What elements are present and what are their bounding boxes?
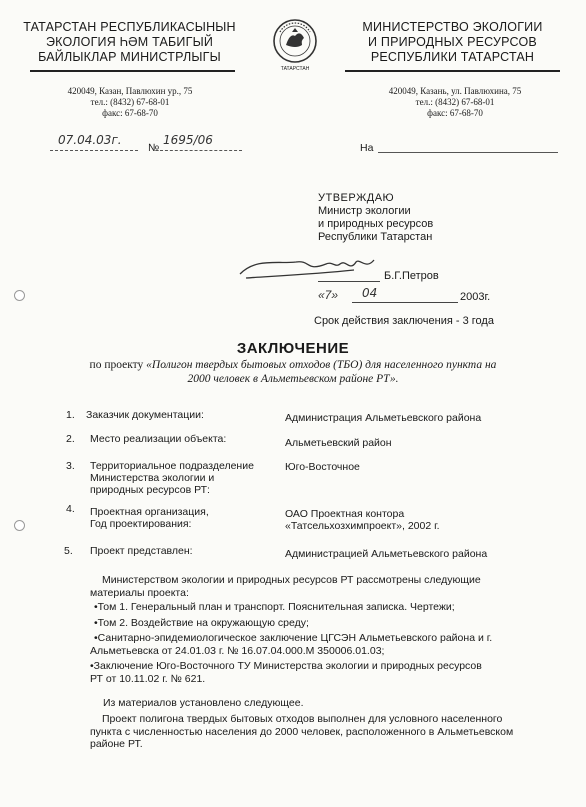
emblem-caption: ТАТАРСТАН bbox=[280, 66, 310, 72]
address-line: факс: 67-68-70 bbox=[427, 108, 483, 118]
approve-line: и природных ресурсов bbox=[318, 218, 434, 230]
item-label-line: Проект представлен: bbox=[90, 545, 193, 557]
item-value-line: ОАО Проектная контора bbox=[285, 508, 405, 520]
header-right-line: МИНИСТЕРСТВО ЭКОЛОГИИ bbox=[362, 20, 543, 34]
header-right-address bbox=[375, 86, 535, 119]
subtitle-line-2 bbox=[0, 372, 586, 386]
document-subtitle bbox=[0, 358, 586, 386]
ref-number: 1695/06 bbox=[163, 133, 213, 147]
item-value-line: «Татсельхозхимпроект», 2002 г. bbox=[285, 520, 440, 532]
item-label-line: Министерства экологии и bbox=[90, 472, 215, 484]
signature-line bbox=[318, 281, 380, 282]
item-value-line: Юго-Восточное bbox=[285, 461, 360, 473]
header-right bbox=[340, 20, 565, 65]
list-item bbox=[90, 617, 530, 630]
list-item bbox=[90, 632, 530, 657]
item-value bbox=[285, 412, 481, 424]
header-left-line: БАЙЛЫКЛАР МИНИСТРЛЫГЫ bbox=[38, 50, 221, 64]
item-value-line: Альметьевский район bbox=[285, 437, 392, 449]
punch-hole-bottom bbox=[14, 520, 25, 531]
item-value bbox=[285, 508, 440, 532]
item-label-line: Территориальное подразделение bbox=[90, 460, 254, 472]
list-item bbox=[90, 601, 530, 614]
item-value bbox=[285, 437, 392, 449]
paragraph-line: Министерством экологии и природных ресурсов РТ рассмотрены следующие bbox=[102, 574, 481, 586]
item-label bbox=[90, 506, 209, 530]
header-left-address bbox=[50, 86, 210, 119]
item-label bbox=[90, 460, 254, 496]
signer-name: Б.Г.Петров bbox=[384, 270, 439, 282]
approve-block bbox=[318, 192, 433, 244]
item-value bbox=[285, 548, 487, 560]
subtitle-project-name-cont: 2000 человек в Альметьевском районе РТ». bbox=[187, 373, 399, 385]
header-left-rule bbox=[30, 70, 235, 72]
item-number: 1. bbox=[66, 409, 75, 421]
approve-line: Министр экологии bbox=[318, 205, 411, 217]
approve-month: 04 bbox=[362, 286, 378, 300]
paragraph-materials bbox=[90, 574, 520, 599]
punch-hole-top bbox=[14, 290, 25, 301]
header-left-line: ТАТАРСТАН РЕСПУБЛИКАСЫНЫН bbox=[23, 20, 236, 34]
paragraph-line: районе РТ. bbox=[90, 738, 143, 750]
ref-number-label: № bbox=[148, 142, 160, 154]
subtitle-project-name: «Полигон твердых бытовых отходов (ТБО) для населенного пункта на bbox=[146, 359, 497, 371]
item-label-line: Год проектирования: bbox=[90, 518, 192, 530]
address-line: тел.: (8432) 67-68-01 bbox=[90, 97, 170, 107]
list-item-line: •Санитарно-эпидемиологическое заключение ЦГСЭН Альметьевского района и г. bbox=[94, 632, 493, 644]
header-right-line: И ПРИРОДНЫХ РЕСУРСОВ bbox=[368, 35, 537, 49]
address-line: факс: 67-68-70 bbox=[102, 108, 158, 118]
validity-text: Срок действия заключения - 3 года bbox=[314, 315, 494, 327]
item-value-line: Администрация Альметьевского района bbox=[285, 412, 482, 424]
header-right-rule bbox=[345, 70, 560, 72]
list-item-line: РТ от 10.11.02 г. № 621. bbox=[90, 672, 206, 685]
address-line: тел.: (8432) 67-68-01 bbox=[415, 97, 495, 107]
tatarstan-emblem-icon bbox=[272, 18, 318, 64]
document-title: ЗАКЛЮЧЕНИЕ bbox=[236, 340, 350, 357]
signature-icon bbox=[236, 250, 386, 290]
subtitle-line-1 bbox=[0, 358, 586, 372]
to-underline bbox=[378, 152, 558, 153]
list-item bbox=[90, 660, 530, 685]
item-label-line: Заказчик документации: bbox=[86, 409, 204, 421]
approve-month-line bbox=[352, 302, 458, 303]
approve-line: Республики Татарстан bbox=[318, 231, 433, 243]
item-number: 3. bbox=[66, 460, 75, 472]
paragraph-findings: Из материалов установлено следующее. bbox=[103, 697, 304, 709]
approve-day: «7» bbox=[318, 288, 339, 302]
to-label: На bbox=[360, 142, 374, 154]
header-left bbox=[22, 20, 237, 65]
item-number: 4. bbox=[66, 503, 75, 515]
item-number: 5. bbox=[64, 545, 73, 557]
header-right-line: РЕСПУБЛИКИ ТАТАРСТАН bbox=[370, 50, 535, 64]
list-item-line: Альметьевска от 24.01.03 г. № 16.07.04.000.М 350006.01.03; bbox=[90, 644, 385, 657]
ref-date: 07.04.03г. bbox=[58, 133, 122, 147]
address-line: 420049, Казань, ул. Павлюхина, 75 bbox=[388, 86, 522, 96]
item-label-line: природных ресурсов РТ: bbox=[90, 484, 210, 496]
list-item-line: •Том 2. Воздействие на окружающую среду; bbox=[94, 616, 309, 629]
item-value-line: Администрацией Альметьевского района bbox=[285, 548, 488, 560]
list-item-line: •Том 1. Генеральный план и транспорт. Пояснительная записка. Чертежи; bbox=[94, 601, 455, 613]
ref-date-underline bbox=[50, 150, 138, 151]
paragraph-line: пункта с численностью населения до 2000 человек, расположенного в Альметьевском bbox=[90, 725, 514, 738]
item-label bbox=[90, 433, 226, 445]
approve-heading: УТВЕРЖДАЮ bbox=[318, 192, 395, 204]
item-number: 2. bbox=[66, 433, 75, 445]
paragraph-line: Проект полигона твердых бытовых отходов выполнен для условного населенного bbox=[102, 713, 503, 725]
paragraph-line: материалы проекта: bbox=[90, 586, 189, 599]
item-label bbox=[86, 409, 204, 421]
materials-list bbox=[90, 601, 530, 685]
item-label bbox=[90, 545, 193, 557]
item-label-line: Проектная организация, bbox=[90, 506, 209, 518]
subtitle-prefix: по проекту bbox=[89, 359, 147, 371]
approve-year: 2003г. bbox=[460, 291, 491, 303]
address-line: 420049, Казан, Павлюхин ур., 75 bbox=[67, 86, 193, 96]
item-value bbox=[285, 461, 360, 473]
paragraph-project bbox=[90, 713, 530, 751]
item-label-line: Место реализации объекта: bbox=[90, 433, 227, 445]
header-left-line: ЭКОЛОГИЯ ҺӘМ ТАБИГЫЙ bbox=[45, 35, 214, 49]
ref-number-underline bbox=[160, 150, 242, 151]
list-item-line: •Заключение Юго-Восточного ТУ Министерства экологии и природных ресурсов bbox=[90, 660, 482, 672]
